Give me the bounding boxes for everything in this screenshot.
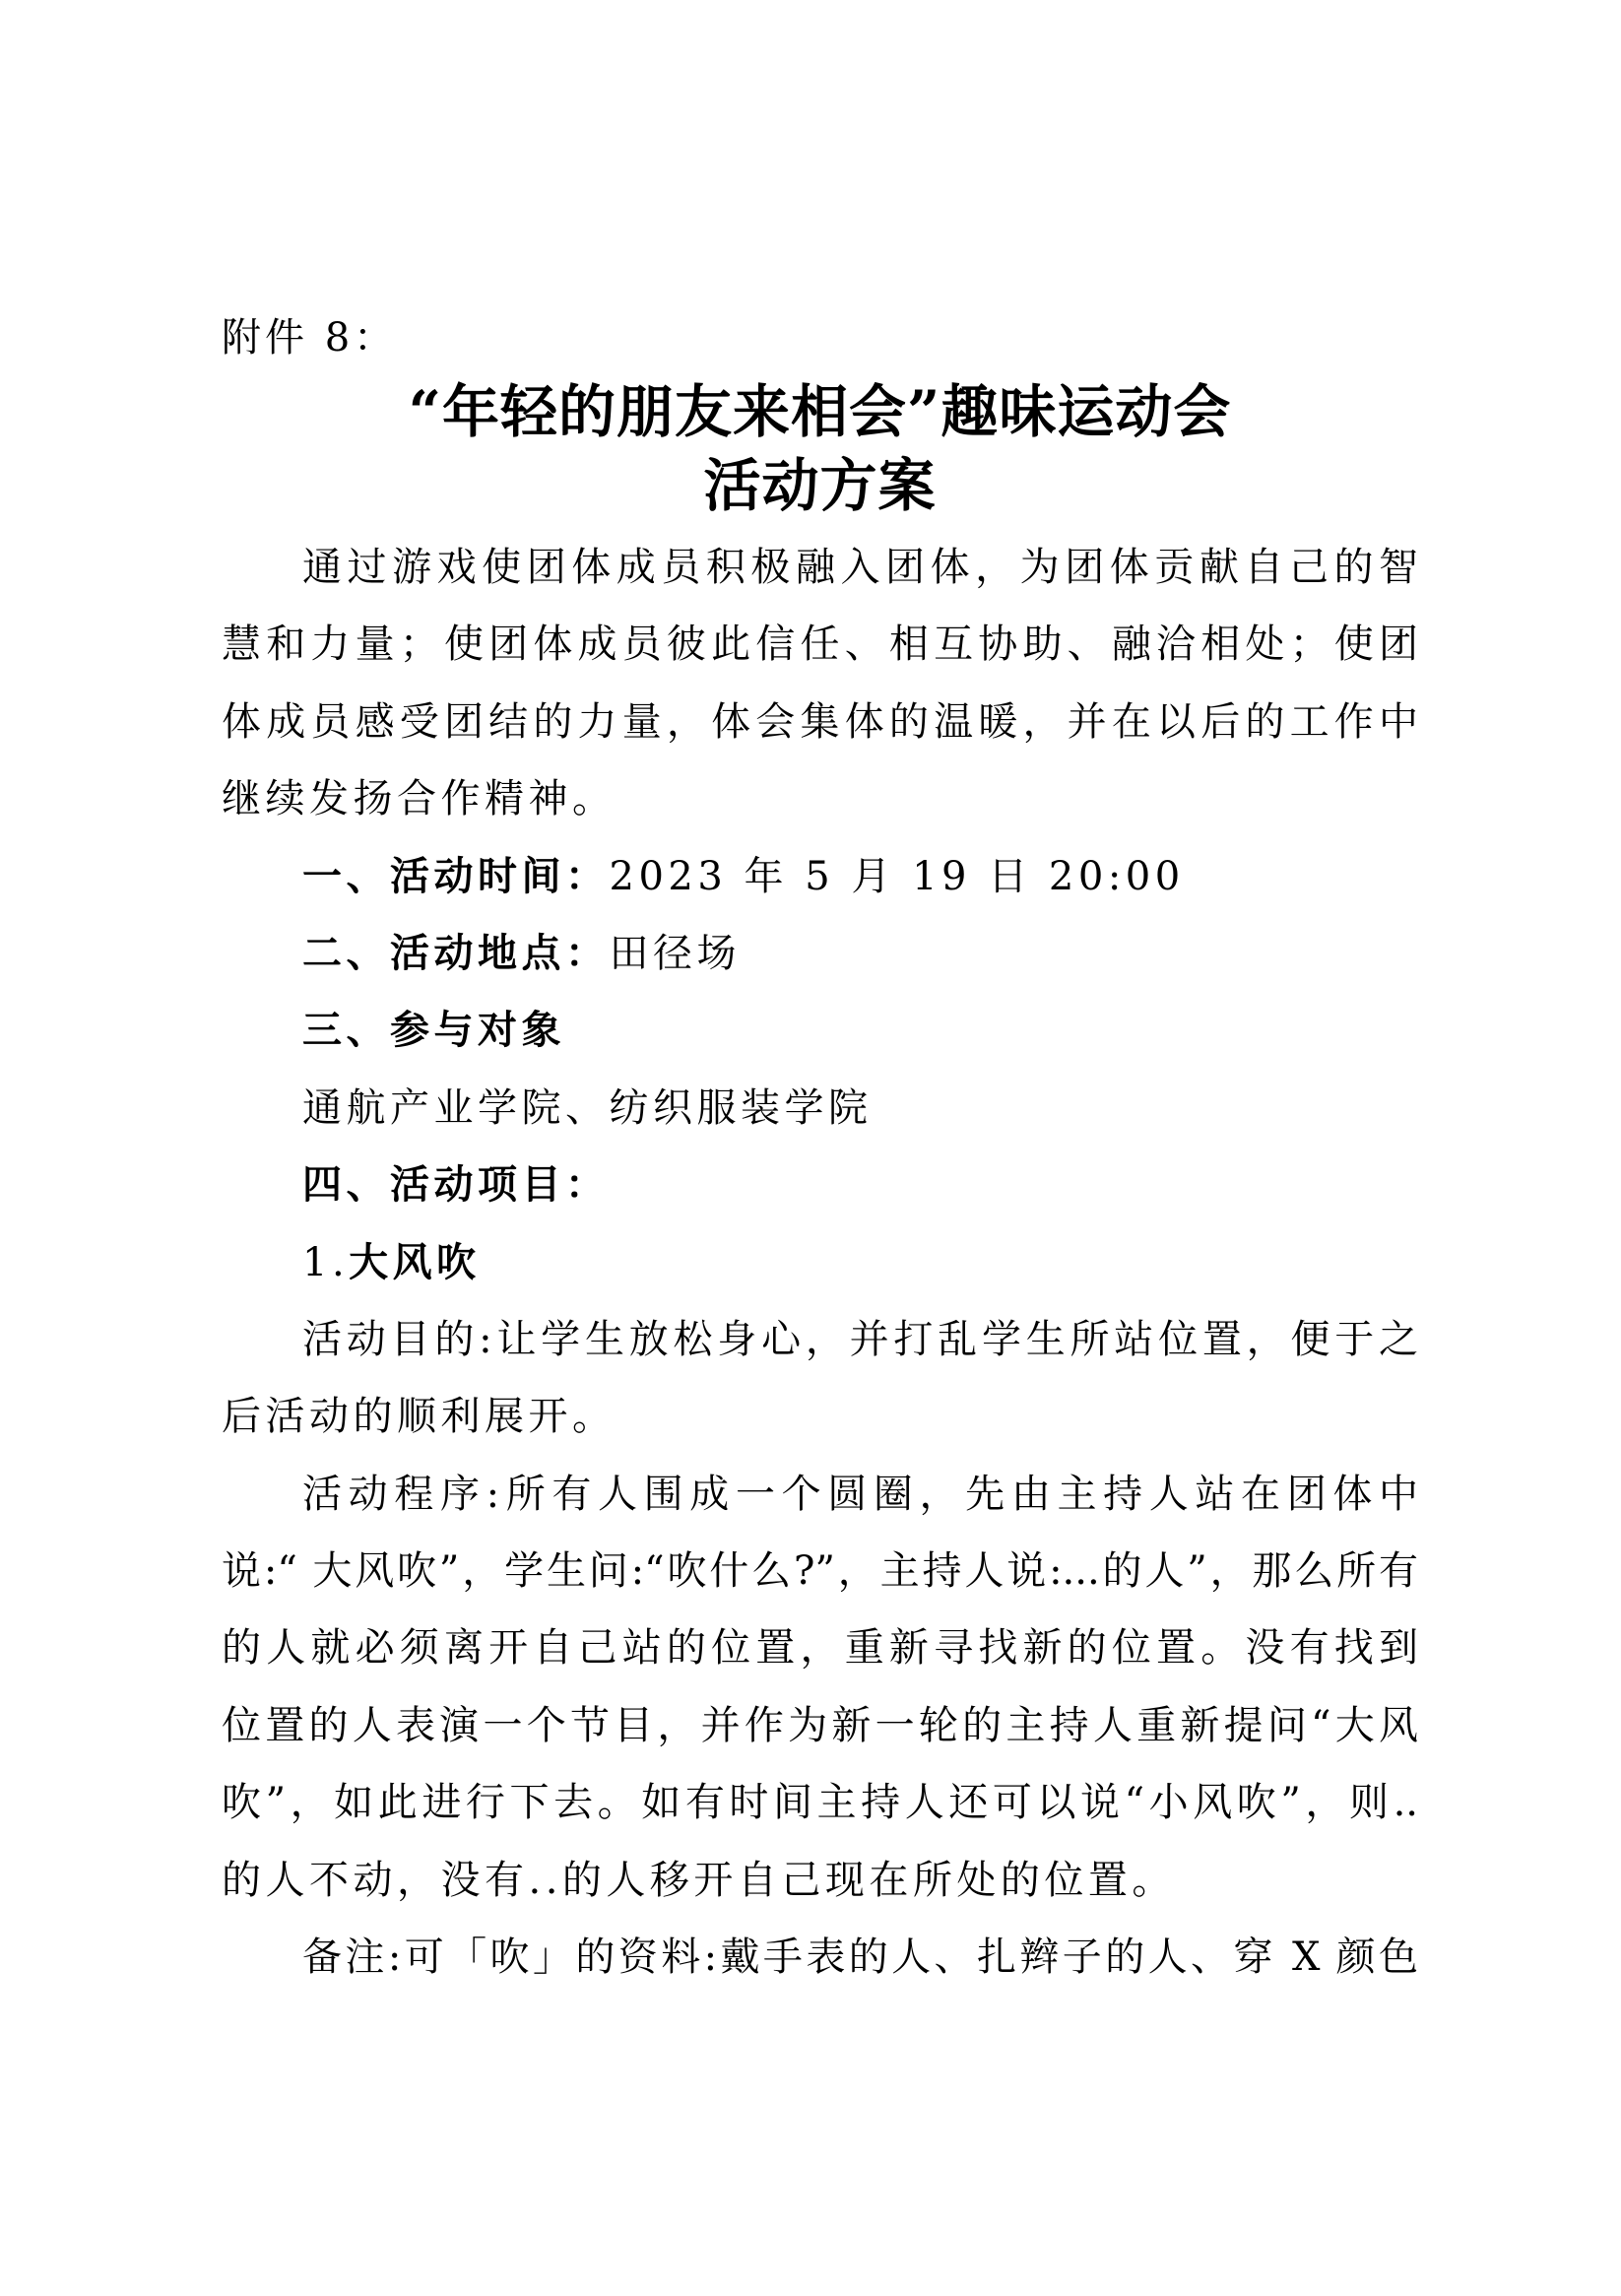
document-body (222, 529, 1418, 1996)
intro-line: 慧和力量；使团体成员彼此信任、相互协助、融洽相处；使团 (222, 622, 1418, 668)
section-time (222, 838, 1418, 915)
document-title (222, 375, 1418, 523)
item1-number: 1. (302, 1239, 350, 1285)
intro-paragraph (222, 529, 1418, 838)
intro-line: 继续发扬合作精神。 (222, 776, 616, 822)
purpose-line: 活动目的:让学生放松身心，并打乱学生所站位置，便于之 (302, 1316, 1418, 1362)
note-line: 备注:可「吹」的资料:戴手表的人、扎辫子的人、穿 X 颜色 (302, 1935, 1418, 1981)
purpose-line: 后活动的顺利展开。 (222, 1394, 616, 1440)
item1-note-paragraph (222, 1919, 1418, 1996)
intro-line: 通过游戏使团体成员积极融入团体，为团体贡献自己的智 (302, 545, 1418, 590)
procedure-line: 吹”，如此进行下去。如有时间主持人还可以说“小风吹”，则.. (222, 1780, 1418, 1826)
title-line-2: 活动方案 (703, 452, 937, 519)
section-place-value: 田径场 (609, 930, 741, 976)
document-content (222, 300, 1418, 1996)
procedure-line: 说:“ 大风吹”，学生问:“吹什么?”，主持人说:...的人”，那么所有 (222, 1548, 1418, 1595)
section-items-heading-text: 四、活动项目： (302, 1162, 610, 1209)
section-place (222, 915, 1418, 992)
item1-title (222, 1224, 1418, 1301)
title-line-1: “年轻的朋友来相会”趣味运动会 (408, 378, 1232, 445)
section-participants-heading (222, 992, 1418, 1069)
item1-name: 大风吹 (349, 1239, 481, 1285)
procedure-line: 的人就必须离开自己站的位置，重新寻找新的位置。没有找到 (222, 1625, 1418, 1672)
section-time-value: 2023 年 5 月 19 日 20:00 (609, 853, 1185, 899)
item1-purpose-paragraph (222, 1301, 1418, 1456)
section-time-heading: 一、活动时间： (302, 853, 610, 899)
section-items-heading (222, 1147, 1418, 1223)
section-participants-value: 通航产业学院、纺织服装学院 (302, 1084, 873, 1131)
attachment-label: 附件 8： (222, 315, 398, 361)
intro-line: 体成员感受团结的力量，体会集体的温暖，并在以后的工作中 (222, 698, 1418, 745)
item1-procedure-paragraph (222, 1456, 1418, 1919)
section-place-heading: 二、活动地点： (302, 930, 610, 976)
procedure-line: 的人不动，没有..的人移开自己现在所处的位置。 (222, 1857, 1176, 1903)
procedure-line: 位置的人表演一个节目，并作为新一轮的主持人重新提问“大风 (222, 1702, 1418, 1748)
procedure-line: 活动程序:所有人围成一个圆圈，先由主持人站在团体中 (302, 1471, 1418, 1517)
section-participants-heading-text: 三、参与对象 (302, 1008, 565, 1054)
